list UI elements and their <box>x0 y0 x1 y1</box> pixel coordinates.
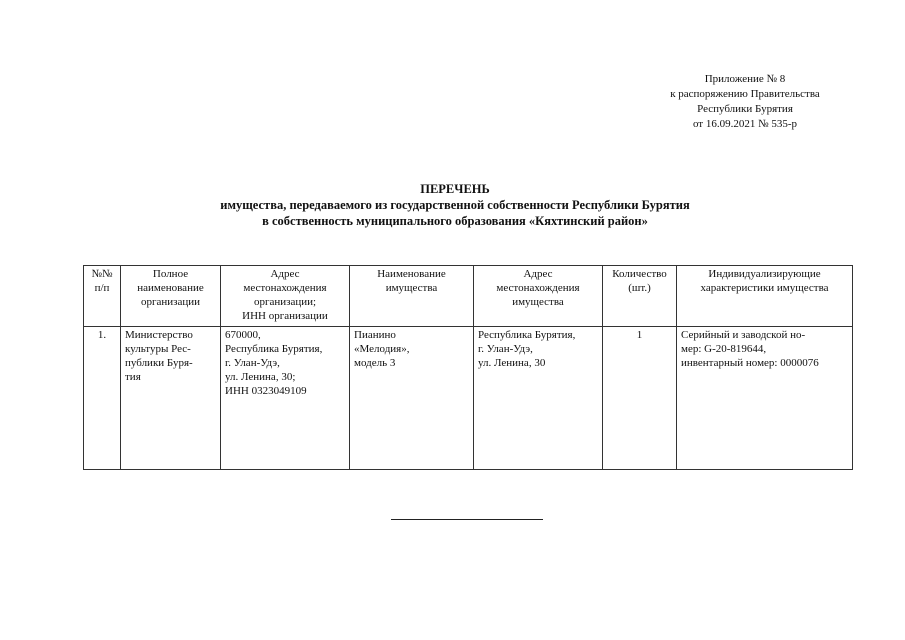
header-number <box>84 266 121 327</box>
cell-line: ИНН 0323049109 <box>225 385 307 397</box>
table-row <box>84 327 853 470</box>
appendix-line-1: Приложение № 8 <box>704 73 786 85</box>
header-characteristics <box>677 266 853 327</box>
cell-line: Министерство <box>125 329 193 341</box>
appendix-line-2: к распоряжению Правительства <box>670 88 820 100</box>
table-header-row <box>84 266 853 327</box>
appendix-line-3: Республики Бурятия <box>697 103 793 115</box>
title-line-2: имущества, передаваемого из государственной собственности Республики Бурятия <box>220 198 690 212</box>
header-line: Количество <box>612 268 667 280</box>
header-org-name <box>121 266 221 327</box>
cell-line: модель 3 <box>354 357 396 369</box>
appendix-block <box>610 72 880 132</box>
header-line: Наименование <box>377 268 446 280</box>
header-line: имущества <box>385 282 438 294</box>
cell-line: 670000, <box>225 329 261 341</box>
cell-line: публики Буря- <box>125 357 193 369</box>
cell-org-name <box>121 327 221 470</box>
cell-line: г. Улан-Удэ, <box>225 357 280 369</box>
header-line: №№ <box>91 268 113 280</box>
header-line: наименование <box>137 282 204 294</box>
property-table <box>83 265 853 470</box>
header-quantity <box>603 266 677 327</box>
cell-line: Пианино <box>354 329 396 341</box>
header-item-address <box>474 266 603 327</box>
cell-line: ул. Ленина, 30; <box>225 371 296 383</box>
header-line: организации; <box>253 296 317 308</box>
cell-line: Республика Бурятия, <box>478 329 576 341</box>
document-title <box>60 181 850 229</box>
header-line: местонахождения <box>496 282 580 294</box>
cell-quantity: 1 <box>603 327 677 470</box>
header-line: Адрес <box>270 268 300 280</box>
title-line-3: в собственность муниципального образования «Кяхтинский район» <box>262 214 648 228</box>
header-line: местонахождения <box>243 282 327 294</box>
cell-line: культуры Рес- <box>125 343 191 355</box>
header-line: организации <box>140 296 201 308</box>
cell-org-address <box>221 327 350 470</box>
cell-item-address <box>474 327 603 470</box>
title-line-1: ПЕРЕЧЕНЬ <box>420 182 490 196</box>
cell-line: Республика Бурятия, <box>225 343 323 355</box>
header-line: п/п <box>94 282 110 294</box>
cell-line: ул. Ленина, 30 <box>478 357 546 369</box>
cell-number: 1. <box>84 327 121 470</box>
cell-item-name <box>350 327 474 470</box>
header-line: Индивидуализирующие <box>708 268 821 280</box>
header-line: характеристики имущества <box>700 282 829 294</box>
header-line: Адрес <box>523 268 553 280</box>
end-divider <box>391 519 543 520</box>
header-org-address <box>221 266 350 327</box>
appendix-line-4: от 16.09.2021 № 535-р <box>692 118 798 130</box>
cell-line: «Мелодия», <box>354 343 410 355</box>
header-line: имущества <box>512 296 564 308</box>
cell-characteristics <box>677 327 853 470</box>
header-line: (шт.) <box>628 282 651 294</box>
cell-line: г. Улан-Удэ, <box>478 343 533 355</box>
header-item-name <box>350 266 474 327</box>
header-line: Полное <box>152 268 189 280</box>
cell-line: тия <box>125 371 141 383</box>
header-line: ИНН организации <box>242 310 328 322</box>
cell-line: мер: G-20-819644, <box>681 343 767 355</box>
cell-line: Серийный и заводской но- <box>681 329 806 341</box>
cell-line: инвентарный номер: 0000076 <box>681 357 819 369</box>
